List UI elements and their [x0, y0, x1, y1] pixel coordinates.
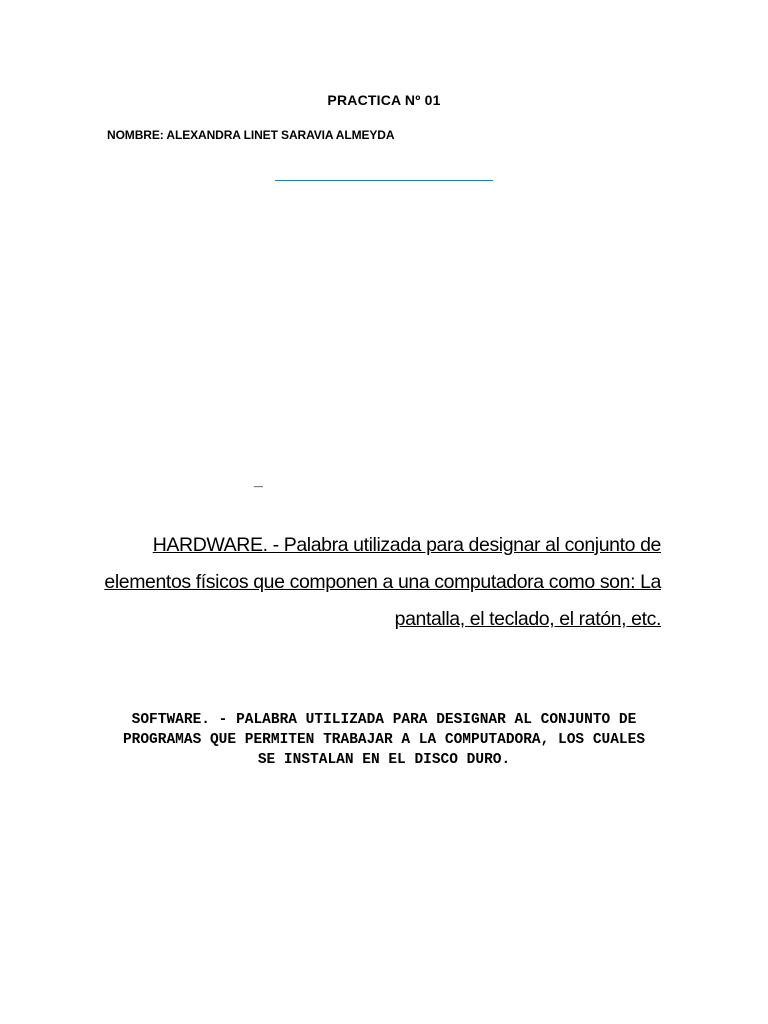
hyperlink-underline[interactable] [275, 180, 493, 181]
stray-dash: _ [254, 472, 263, 489]
software-paragraph: SOFTWARE. - PALABRA UTILIZADA PARA DESIGNAR AL CONJUNTO DE PROGRAMAS QUE PERMITEN TRABAJAR A LA COMPUTADORA, LOS CUALES SE INSTALAN EN EL DISCO DURO. [122, 712, 646, 768]
student-name: NOMBRE: ALEXANDRA LINET SARAVIA ALMEYDA [107, 128, 395, 142]
page-title: PRACTICA Nº 01 [327, 92, 441, 108]
hardware-paragraph: HARDWARE. - Palabra utilizada para designar al conjunto de elementos físicos que componen a una computadora como son: La pantalla, el teclado, el ratón, etc. [104, 534, 661, 630]
